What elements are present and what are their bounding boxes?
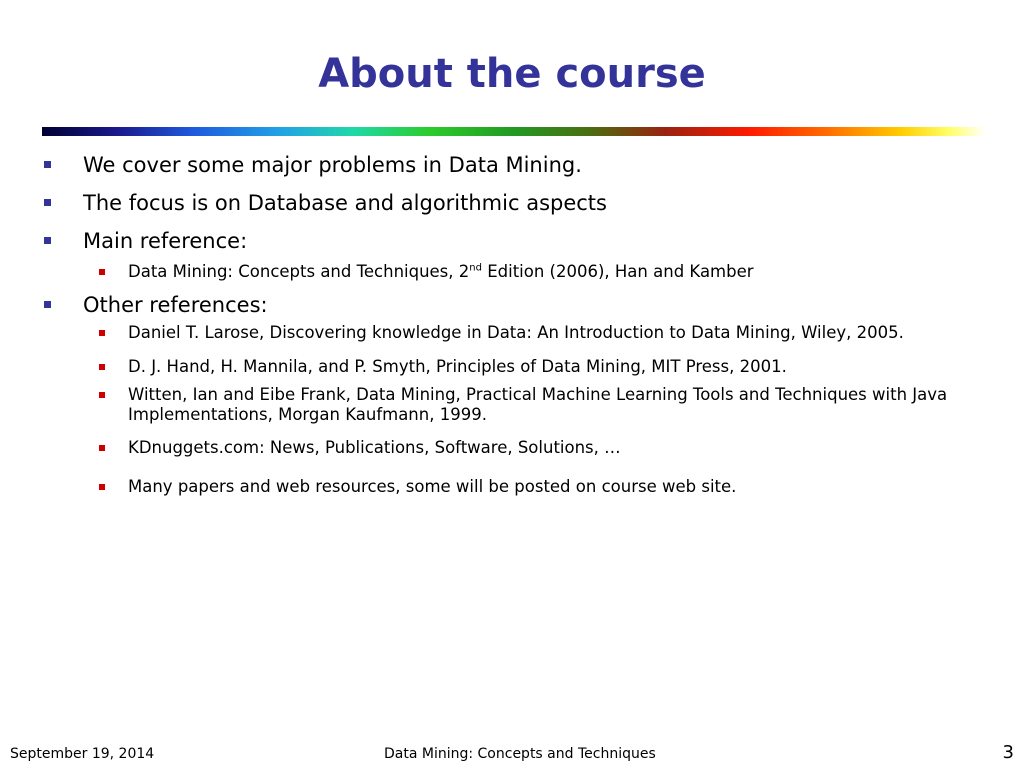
bullet-text: We cover some major problems in Data Mining. bbox=[83, 153, 582, 177]
title-gradient-rule bbox=[42, 127, 986, 136]
sub-bullet-superscript: nd bbox=[469, 262, 482, 274]
page-number: 3 bbox=[1002, 742, 1014, 763]
sub-bullet-text-after: Edition (2006), Han and Kamber bbox=[481, 262, 754, 281]
sub-bullet-item bbox=[128, 385, 988, 425]
sub-bullet-text: Many papers and web resources, some will be posted on course web site. bbox=[128, 477, 737, 496]
square-bullet-icon bbox=[99, 330, 105, 336]
sub-bullet-item bbox=[128, 323, 988, 343]
square-bullet-icon bbox=[99, 392, 105, 398]
sub-bullet-item bbox=[128, 477, 988, 497]
square-bullet-icon bbox=[44, 199, 51, 206]
square-bullet-icon bbox=[44, 301, 51, 308]
bullet-item bbox=[83, 152, 582, 178]
footer-date: September 19, 2014 bbox=[10, 746, 155, 762]
sub-bullet-text: D. J. Hand, H. Mannila, and P. Smyth, Principles of Data Mining, MIT Press, 2001. bbox=[128, 357, 787, 376]
sub-bullet-text: Daniel T. Larose, Discovering knowledge in Data: An Introduction to Data Mining, Wiley, 2005. bbox=[128, 323, 904, 342]
bullet-item bbox=[83, 292, 268, 318]
bullet-text: The focus is on Database and algorithmic aspects bbox=[83, 191, 607, 215]
square-bullet-icon bbox=[99, 364, 105, 370]
bullet-text: Other references: bbox=[83, 293, 268, 317]
square-bullet-icon bbox=[99, 445, 105, 451]
bullet-text: Main reference: bbox=[83, 229, 248, 253]
slide-title: About the course bbox=[318, 51, 706, 97]
sub-bullet-item bbox=[128, 357, 988, 377]
bullet-item bbox=[83, 190, 607, 216]
sub-bullet-text-before: Data Mining: Concepts and Techniques, 2 bbox=[128, 262, 470, 281]
square-bullet-icon bbox=[44, 237, 51, 244]
square-bullet-icon bbox=[99, 484, 105, 490]
sub-bullet-text: Witten, Ian and Eibe Frank, Data Mining, Practical Machine Learning Tools and Techniques with Java Implementations, Morgan Kaufmann, 1999. bbox=[128, 385, 948, 424]
sub-bullet-text: KDnuggets.com: News, Publications, Software, Solutions, … bbox=[128, 438, 621, 457]
footer-title: Data Mining: Concepts and Techniques bbox=[384, 746, 656, 762]
bullet-item bbox=[83, 228, 247, 254]
sub-bullet-item bbox=[128, 438, 988, 458]
sub-bullet-item bbox=[128, 262, 988, 282]
square-bullet-icon bbox=[99, 269, 105, 275]
square-bullet-icon bbox=[44, 161, 51, 168]
